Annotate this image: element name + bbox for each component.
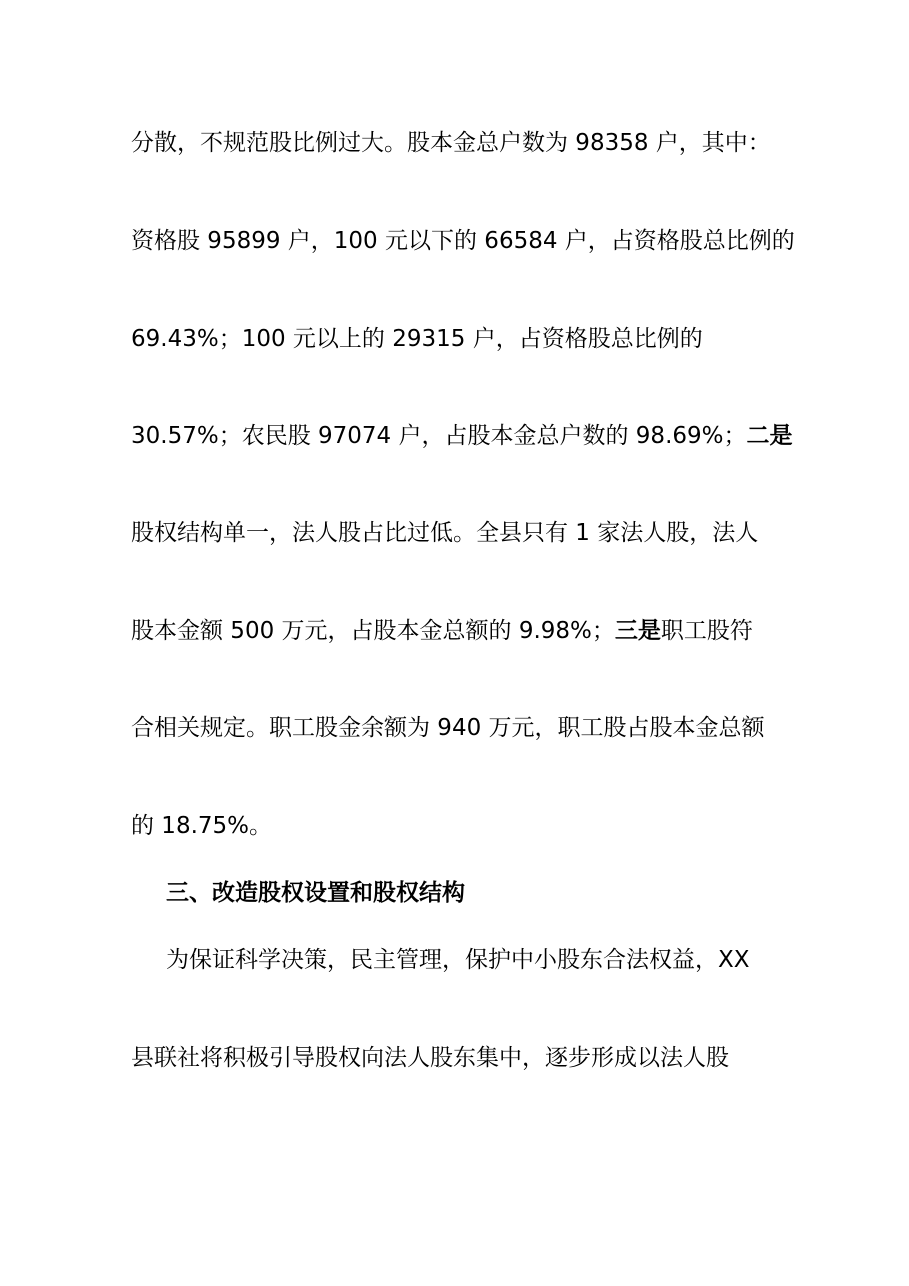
- text-segment: 合相关规定。职工股金余额为 940 万元，职工股占股本金总额: [131, 715, 765, 741]
- body-text-line: [131, 713, 765, 743]
- text-segment: 县联社将积极引导股权向法人股东集中，逐步形成以法人股: [131, 1045, 729, 1071]
- body-text-line: [131, 128, 771, 158]
- text-segment: 分散，不规范股比例过大。股本金总户数为 98358 户，其中：: [131, 130, 771, 156]
- text-segment: 资格股 95899 户，100 元以下的 66584 户，占资格股总比例的: [131, 228, 795, 254]
- text-segment: 30.57%；农民股 97074 户，占股本金总户数的 98.69%；: [131, 423, 747, 449]
- bold-marker: 二是: [746, 423, 793, 449]
- bold-marker: 三是: [614, 618, 661, 644]
- body-text-line: [131, 518, 758, 548]
- text-segment: 69.43%；100 元以上的 29315 户，占资格股总比例的: [131, 326, 703, 352]
- body-text-line: [131, 1043, 729, 1073]
- body-text-line: [131, 616, 753, 646]
- body-text-line: [131, 811, 272, 841]
- section-heading: 三、改造股权设置和股权结构: [166, 880, 465, 906]
- body-text-line: [166, 945, 750, 975]
- text-segment: 的 18.75%。: [131, 813, 273, 839]
- body-text-line: [131, 226, 795, 256]
- text-segment: 股本金额 500 万元，占股本金总额的 9.98%；: [131, 618, 615, 644]
- text-segment: 职工股符: [660, 618, 753, 644]
- body-text-line: [131, 421, 793, 451]
- text-segment: 为保证科学决策，民主管理，保护中小股东合法权益，XX: [166, 947, 750, 973]
- body-text-line: [131, 324, 703, 354]
- text-segment: 股权结构单一，法人股占比过低。全县只有 1 家法人股，法人: [131, 520, 759, 546]
